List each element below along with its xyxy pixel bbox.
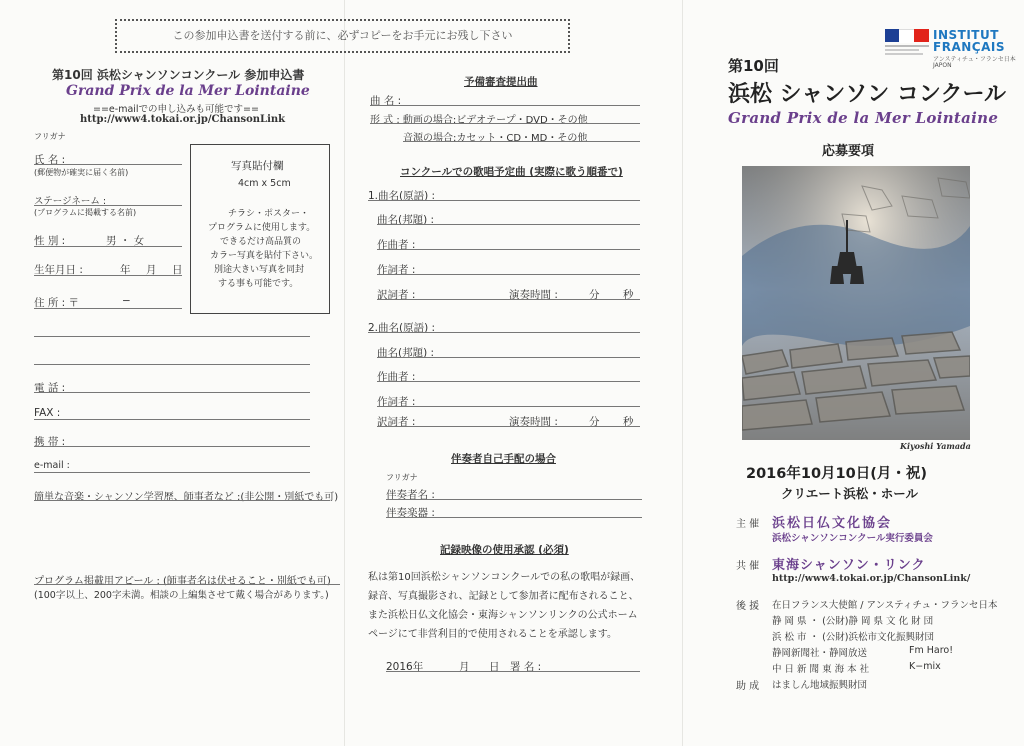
- photo-title: 写真貼付欄: [231, 160, 284, 172]
- supporter-4: 静岡新聞社・静岡放送: [772, 648, 868, 659]
- radio-1: Fm Haro!: [909, 645, 954, 656]
- history-label: 簡単な音楽・シャンソン学習歴、師事者など :(非公開・別紙でも可): [34, 492, 339, 503]
- organizer-name: 浜松日仏文化協会: [772, 516, 893, 531]
- photo-line-5: 別途大きい写真を同封: [214, 265, 305, 275]
- phone-field[interactable]: [34, 392, 310, 393]
- phone-label: 電 話 :: [34, 382, 66, 394]
- gender-label: 性 別 :: [34, 235, 66, 247]
- birth-year: 年: [120, 264, 131, 276]
- song1-composer-label: 作曲者 :: [377, 239, 416, 251]
- cover-edition: 第10回: [728, 57, 779, 75]
- copy-notice: この参加申込書を送付する前に、必ずコピーをお手元にお残し下さい: [115, 19, 570, 53]
- consent-line-2: 録音、写真撮影され、記録として参加者に配布されること、: [368, 591, 639, 602]
- accompanist-instrument-field[interactable]: [386, 517, 642, 518]
- song1-seconds: 秒: [623, 289, 634, 301]
- appeal-note: (100字以上、200字未満。相談の上編集させて戴く場合があります。): [34, 590, 329, 601]
- name-note: (郵便物が確実に届く名前): [34, 168, 129, 177]
- furigana-label: フリガナ: [34, 132, 66, 141]
- mobile-label: 携 帯 :: [34, 436, 66, 448]
- song2-lyricist-label: 作詞者 :: [377, 396, 416, 408]
- cohost-url[interactable]: http://www4.tokai.or.jp/ChansonLink/: [772, 573, 971, 584]
- song1-japanese-label: 曲名(邦題) :: [377, 214, 435, 226]
- cohost-label: 共 催: [736, 561, 760, 572]
- photo-line-2: プログラムに使用します。: [208, 223, 316, 233]
- supporter-5: 中 日 新 聞 東 海 本 社: [772, 664, 870, 675]
- song2-composer-label: 作曲者 :: [377, 371, 416, 383]
- stage-name-note: (プログラムに掲載する名前): [34, 208, 137, 217]
- song2-original-field[interactable]: [368, 332, 640, 333]
- name-label: 氏 名 :: [34, 154, 66, 166]
- song1-japanese-field[interactable]: [377, 224, 640, 225]
- song2-lyricist-field[interactable]: [377, 406, 640, 407]
- song2-composer-field[interactable]: [377, 381, 640, 382]
- email-note: ==e-mailでの申し込みも可能です==: [93, 104, 259, 115]
- birth-month: 月: [146, 264, 157, 276]
- photo-line-1: チラシ・ポスター・: [228, 209, 310, 219]
- logo-sub: アンスティチュ・フランセ日本: [933, 56, 1016, 63]
- prelim-title: 予備審査提出曲: [464, 76, 538, 88]
- song2-duration-label: 演奏時間 :: [509, 416, 558, 428]
- stage-name-label: ステージネーム :: [34, 196, 107, 207]
- accompanist-furigana: フリガナ: [386, 473, 418, 482]
- song1-minutes: 分: [589, 289, 600, 301]
- organizer-label: 主 催: [736, 519, 760, 530]
- consent-month: 月: [459, 661, 470, 673]
- supporter-2: 静 岡 県 ・ (公財)静 岡 県 文 化 財 団: [772, 616, 934, 627]
- song1-composer-field[interactable]: [377, 249, 640, 250]
- song1-translator-label: 訳詞者 :: [377, 289, 416, 301]
- address-field-3[interactable]: [34, 364, 310, 365]
- cover-title: 浜松 シャンソン コンクール: [728, 82, 1006, 107]
- consent-line-4: ページにて非営利目的で使用されることを承認します。: [368, 629, 617, 640]
- address-field-1[interactable]: [34, 308, 182, 309]
- email-label: e-mail :: [34, 460, 70, 471]
- artist-credit: Kiyoshi Yamada: [900, 441, 971, 451]
- cover-painting: [742, 166, 970, 440]
- logo-japon: JAPON: [933, 62, 952, 69]
- cover-section: 応募要項: [822, 144, 875, 159]
- song1-duration-label: 演奏時間 :: [509, 289, 558, 301]
- gender-underline: [34, 246, 182, 247]
- logo-text-1: INSTITUT: [933, 28, 999, 42]
- mobile-field[interactable]: [34, 446, 310, 447]
- prelim-audio: 音源の場合:カセット・CD・MD・その他: [403, 133, 588, 144]
- event-venue: クリエート浜松・ホール: [781, 486, 919, 501]
- song1-translator-field[interactable]: [377, 299, 640, 300]
- consent-line-1: 私は第10回浜松シャンソンコンクールでの私の歌唱が録画、: [368, 572, 641, 583]
- address-label: 住 所 : 〒: [34, 297, 80, 309]
- song2-original-label: 2.曲名(原語) :: [368, 322, 436, 334]
- gender-options[interactable]: 男 ・ 女: [106, 235, 145, 247]
- consent-signature-field[interactable]: [386, 671, 640, 672]
- song1-lyricist-label: 作詞者 :: [377, 264, 416, 276]
- song2-japanese-field[interactable]: [377, 357, 640, 358]
- consent-signature-label: 署 名 :: [510, 661, 542, 673]
- french-flag-icon: [885, 29, 929, 55]
- form-subtitle: Grand Prix de la Mer Lointaine: [66, 83, 310, 99]
- accompanist-name-field[interactable]: [386, 499, 642, 500]
- song1-original-label: 1.曲名(原語) :: [368, 190, 436, 202]
- event-date: 2016年10月10日(月・祝): [746, 466, 927, 482]
- contest-title: コンクールでの歌唱予定曲 (実際に歌う順番で): [400, 166, 623, 178]
- prelim-format: 形 式 : 動画の場合:ビデオテープ・DVD・その他: [370, 115, 588, 126]
- institut-francais-logo: [885, 28, 1016, 74]
- fax-field[interactable]: [34, 419, 310, 420]
- prelim-song-label: 曲 名 :: [370, 95, 402, 107]
- song2-seconds: 秒: [623, 416, 634, 428]
- address-field-2[interactable]: [34, 336, 310, 337]
- cohost-name: 東海シャンソン・リンク: [772, 558, 926, 573]
- song2-translator-field[interactable]: [377, 426, 640, 427]
- photo-size: 4cm x 5cm: [238, 178, 291, 189]
- photo-line-6: する事も可能です。: [218, 279, 299, 289]
- birthdate-label: 生年月日 :: [34, 264, 83, 276]
- photo-line-3: できるだけ高品質の: [220, 237, 302, 247]
- support-label: 後 援: [736, 601, 760, 612]
- prelim-audio-underline: [403, 141, 640, 142]
- song1-lyricist-field[interactable]: [377, 274, 640, 275]
- logo-text-2: FRANÇAIS: [933, 40, 1005, 54]
- fold-line-right: [682, 0, 683, 746]
- address-dash: −: [122, 295, 131, 307]
- appeal-label: プログラム掲載用アピール : (師事者名は伏せること・別紙でも可): [34, 576, 331, 587]
- history-underline[interactable]: [34, 500, 330, 501]
- fax-label: FAX :: [34, 407, 61, 419]
- grant-label: 助 成: [736, 681, 760, 692]
- accompanist-instrument-label: 伴奏楽器 :: [386, 507, 435, 519]
- supporter-3: 浜 松 市 ・ (公財)浜松市文化振興財団: [772, 632, 934, 643]
- photo-line-4: カラー写真を貼付下さい。: [210, 251, 319, 261]
- consent-year: 2016年: [386, 661, 424, 673]
- fold-line-left: [344, 0, 345, 746]
- stage-name-field[interactable]: [34, 205, 182, 206]
- accompanist-title: 伴奏者自己手配の場合: [451, 453, 556, 465]
- accompanist-name-label: 伴奏者名 :: [386, 489, 435, 501]
- cover-subtitle: Grand Prix de la Mer Lointaine: [728, 109, 999, 127]
- song2-japanese-label: 曲名(邦題) :: [377, 347, 435, 359]
- prelim-format-underline: [370, 123, 640, 124]
- organizer-sub: 浜松シャンソンコンクール実行委員会: [772, 533, 933, 544]
- email-field[interactable]: [34, 472, 310, 473]
- prelim-song-field[interactable]: [370, 105, 640, 106]
- song1-original-field[interactable]: [368, 200, 640, 201]
- consent-line-3: また浜松日仏文化協会・東海シャンソンリンクの公式ホーム: [368, 610, 638, 621]
- appeal-underline[interactable]: [34, 584, 340, 585]
- birth-day: 日: [172, 264, 183, 276]
- radio-2: K−mix: [909, 661, 941, 672]
- consent-title: 記録映像の使用承認 (必須): [440, 544, 569, 556]
- form-title: 第10回 浜松シャンソンコンクール 参加申込書: [52, 68, 305, 82]
- birthdate-field[interactable]: [34, 275, 182, 276]
- consent-day: 日: [489, 661, 500, 673]
- name-field[interactable]: [34, 164, 182, 165]
- song2-translator-label: 訳詞者 :: [377, 416, 416, 428]
- grant-name: はましん地域振興財団: [772, 680, 868, 691]
- form-url: http://www4.tokai.or.jp/ChansonLink: [80, 114, 286, 125]
- song2-minutes: 分: [589, 416, 600, 428]
- supporter-1: 在日フランス大使館 / アンスティチュ・フランセ日本: [772, 600, 998, 611]
